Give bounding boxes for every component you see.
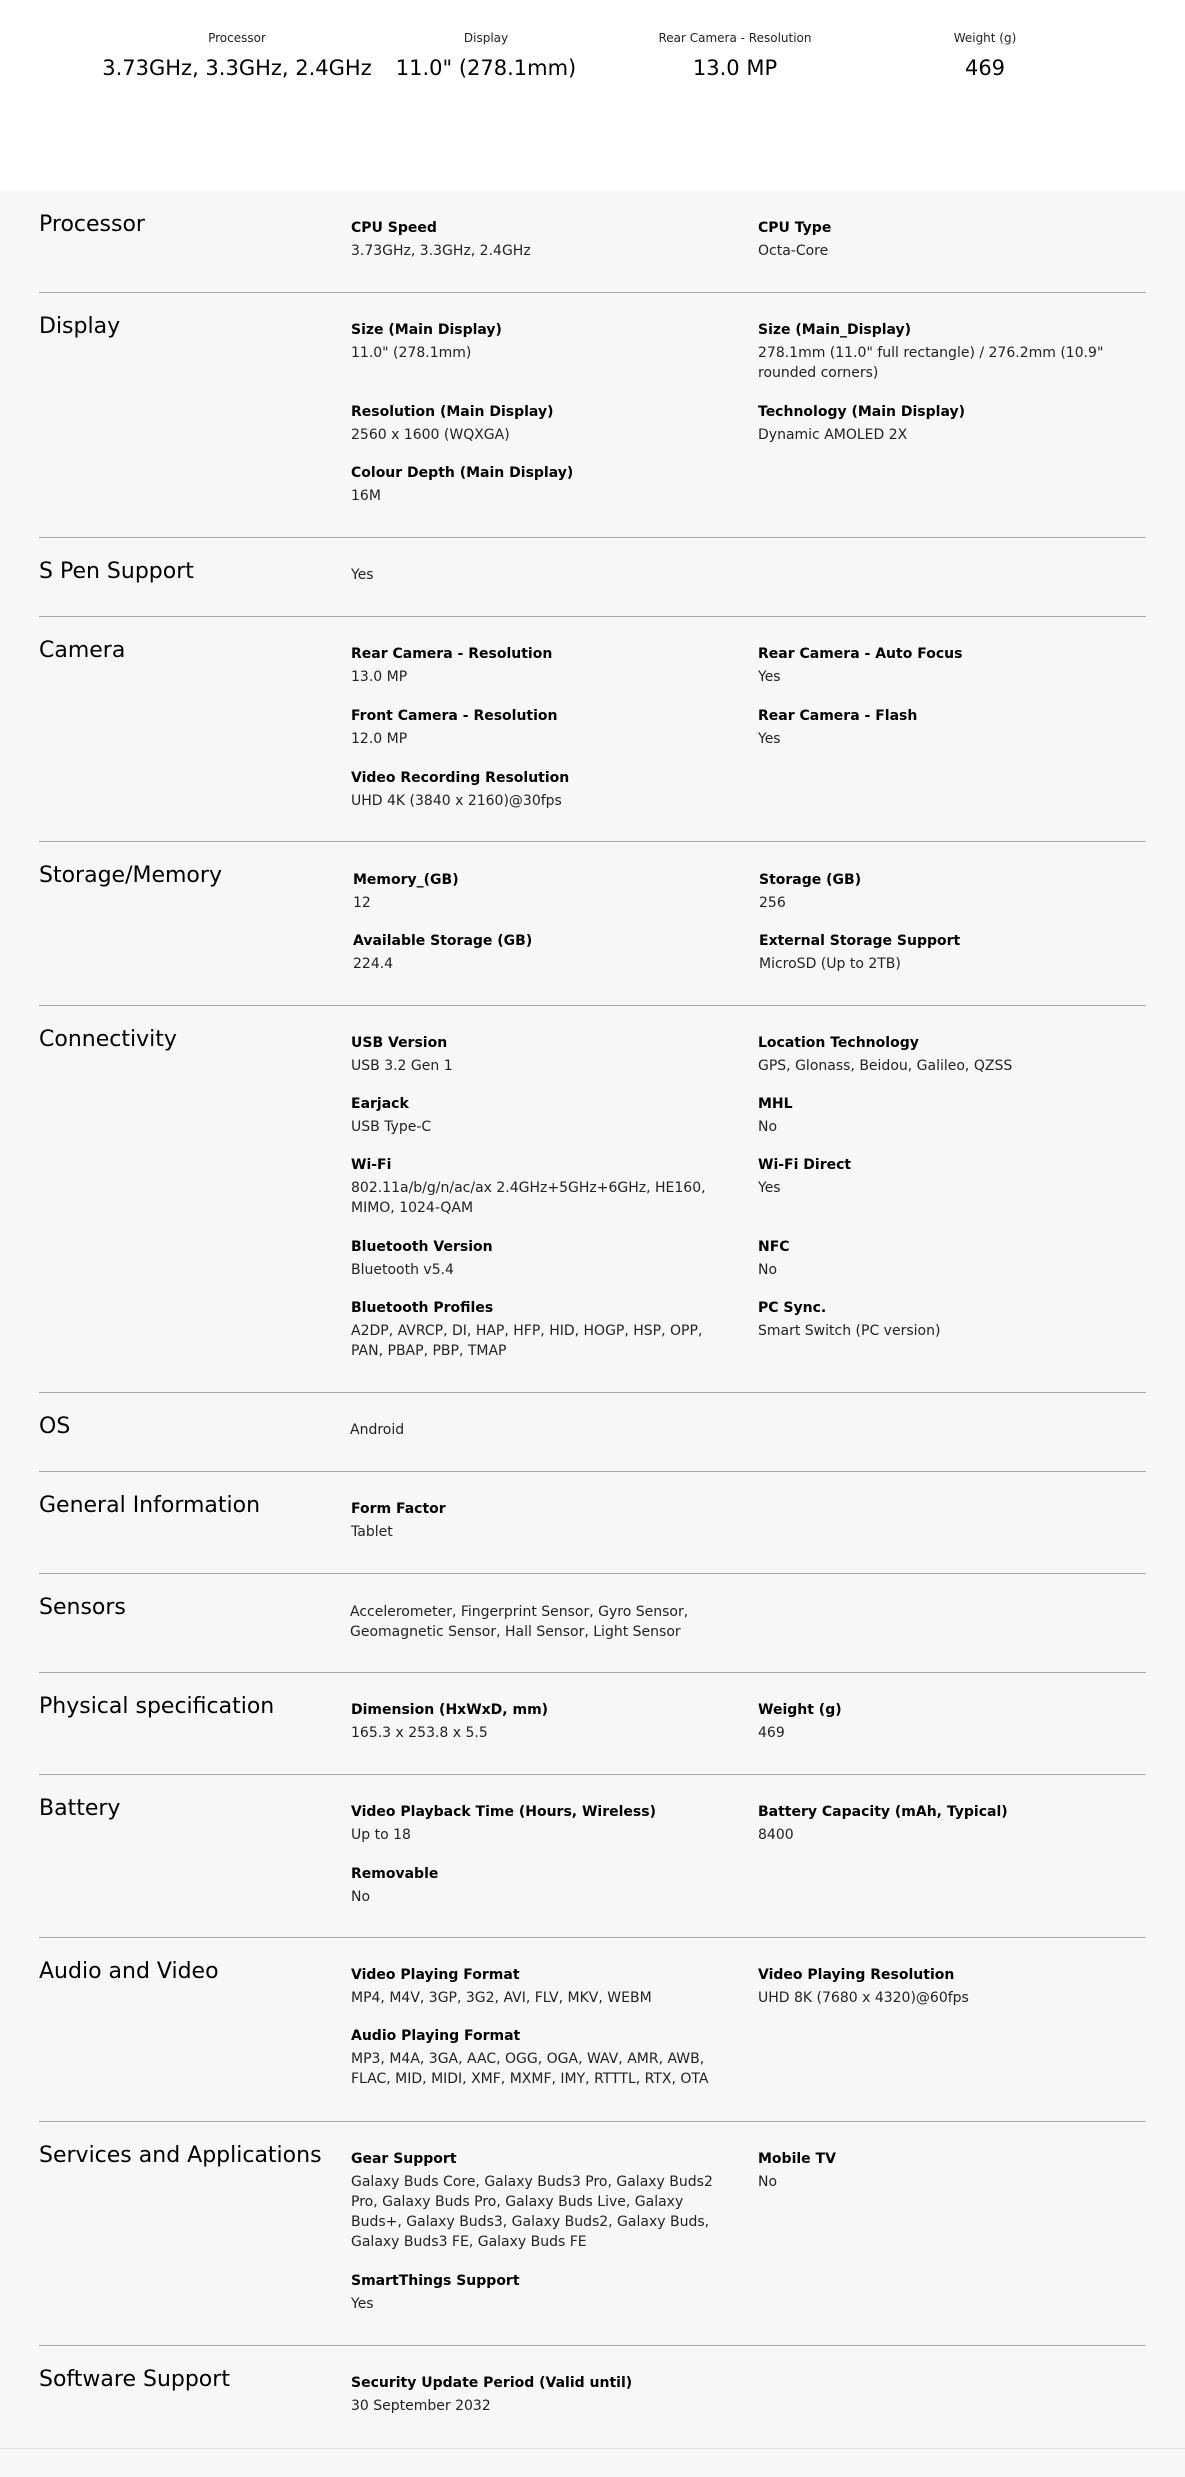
spec-label: Rear Camera - Resolution bbox=[351, 646, 553, 662]
section-battery bbox=[39, 1774, 1146, 1938]
spec-value: 12 bbox=[353, 895, 371, 911]
spec-label: Security Update Period (Valid until) bbox=[351, 2375, 633, 2391]
section-title: Processor bbox=[39, 212, 145, 237]
spec-label: Resolution (Main Display) bbox=[351, 404, 554, 420]
spec-external-storage bbox=[759, 931, 1139, 974]
summary-label: Weight (g) bbox=[953, 31, 1017, 45]
spec-value: 16M bbox=[351, 488, 381, 504]
spec-wifi bbox=[351, 1155, 731, 1218]
spec-rear-camera-resolution bbox=[351, 644, 731, 687]
spec-video-playing-resolution bbox=[758, 1965, 1138, 2008]
section-title: Services and Applications bbox=[39, 2143, 322, 2168]
spec-rear-camera-flash bbox=[758, 706, 1138, 749]
spec-label: Weight (g) bbox=[758, 1702, 842, 1718]
spec-cpu-type bbox=[758, 218, 1138, 261]
spec-label: Wi-Fi bbox=[351, 1157, 392, 1173]
spec-value: UHD 4K (3840 x 2160)@30fps bbox=[351, 793, 562, 809]
spec-value: Up to 18 bbox=[351, 1827, 411, 1843]
spec-nfc bbox=[758, 1237, 1138, 1280]
spec-video-playback-time bbox=[351, 1802, 731, 1845]
spec-rear-camera-auto-focus bbox=[758, 644, 1138, 687]
spec-label: NFC bbox=[758, 1239, 790, 1255]
spec-value: USB 3.2 Gen 1 bbox=[351, 1058, 453, 1074]
spec-video-playing-format bbox=[351, 1965, 731, 2008]
spec-label: CPU Type bbox=[758, 220, 832, 236]
spec-label: Gear Support bbox=[351, 2151, 457, 2167]
spec-value: MicroSD (Up to 2TB) bbox=[759, 956, 901, 972]
spec-label: Front Camera - Resolution bbox=[351, 708, 558, 724]
spec-label: Bluetooth Profiles bbox=[351, 1300, 494, 1316]
spec-label: USB Version bbox=[351, 1035, 448, 1051]
spec-label: Form Factor bbox=[351, 1501, 446, 1517]
section-physical-specification bbox=[39, 1672, 1146, 1775]
spec-value: MP3, M4A, 3GA, AAC, OGG, OGA, WAV, AMR, AWB, FLAC, MID, MIDI, XMF, MXMF, IMY, RTTTL, RTX, OTA bbox=[351, 2051, 709, 2087]
spec-os bbox=[350, 1420, 730, 1440]
spec-label: Size (Main_Display) bbox=[758, 322, 912, 338]
spec-label: Available Storage (GB) bbox=[353, 933, 533, 949]
spec-value: USB Type-C bbox=[351, 1119, 432, 1135]
spec-value: Tablet bbox=[351, 1524, 393, 1540]
spec-summary bbox=[0, 0, 1185, 190]
spec-label: Location Technology bbox=[758, 1035, 919, 1051]
spec-label: Mobile TV bbox=[758, 2151, 836, 2167]
spec-value: 224.4 bbox=[353, 956, 394, 972]
spec-label: Battery Capacity (mAh, Typical) bbox=[758, 1804, 1008, 1820]
spec-label: CPU Speed bbox=[351, 220, 437, 236]
spec-weight bbox=[758, 1700, 1138, 1743]
spec-colour-depth bbox=[351, 463, 731, 506]
section-s-pen-support bbox=[39, 537, 1146, 617]
spec-audio-playing-format bbox=[351, 2026, 731, 2089]
section-camera bbox=[39, 616, 1146, 842]
spec-value: No bbox=[758, 1262, 778, 1278]
summary-value: 469 bbox=[964, 56, 1006, 80]
spec-bluetooth-version bbox=[351, 1237, 731, 1280]
spec-value: Yes bbox=[758, 1180, 781, 1196]
spec-smartthings-support bbox=[351, 2271, 731, 2314]
spec-label: Audio Playing Format bbox=[351, 2028, 521, 2044]
spec-label: SmartThings Support bbox=[351, 2273, 520, 2289]
section-storage-memory bbox=[39, 841, 1146, 1006]
section-title: Display bbox=[39, 314, 121, 339]
spec-cpu-speed bbox=[351, 218, 731, 261]
spec-value: MP4, M4V, 3GP, 3G2, AVI, FLV, MKV, WEBM bbox=[351, 1990, 652, 2006]
spec-label: Memory_(GB) bbox=[353, 872, 459, 888]
spec-usb-version bbox=[351, 1033, 731, 1076]
spec-s-pen bbox=[351, 565, 731, 585]
spec-size-main-display-detail bbox=[758, 320, 1138, 383]
section-os bbox=[39, 1392, 1146, 1472]
page-footer-edge bbox=[0, 2448, 1185, 2477]
section-software-support bbox=[39, 2345, 1146, 2448]
spec-value: UHD 8K (7680 x 4320)@60fps bbox=[758, 1990, 969, 2006]
section-processor bbox=[39, 190, 1146, 293]
spec-label: Rear Camera - Auto Focus bbox=[758, 646, 963, 662]
spec-value: 30 September 2032 bbox=[351, 2398, 491, 2414]
spec-label: PC Sync. bbox=[758, 1300, 827, 1316]
section-title: Audio and Video bbox=[39, 1959, 219, 1984]
section-services-and-applications bbox=[39, 2121, 1146, 2346]
spec-security-update-period bbox=[351, 2373, 731, 2416]
section-title: OS bbox=[39, 1414, 71, 1439]
spec-value: Yes bbox=[351, 567, 374, 583]
spec-value: Galaxy Buds Core, Galaxy Buds3 Pro, Galaxy Buds2 Pro, Galaxy Buds Pro, Galaxy Buds Live, Galaxy Buds+, Galaxy Buds3, Galaxy Buds2, Galaxy Buds, Galaxy Buds3 FE, Galaxy Buds FE bbox=[351, 2174, 713, 2250]
spec-available-storage bbox=[353, 931, 733, 974]
spec-label: Earjack bbox=[351, 1096, 409, 1112]
spec-size-main-display bbox=[351, 320, 731, 363]
spec-earjack bbox=[351, 1094, 731, 1137]
spec-label: Storage (GB) bbox=[759, 872, 862, 888]
section-audio-and-video bbox=[39, 1937, 1146, 2122]
spec-value: 802.11a/b/g/n/ac/ax 2.4GHz+5GHz+6GHz, HE160, MIMO, 1024-QAM bbox=[351, 1180, 706, 1216]
spec-label: External Storage Support bbox=[759, 933, 961, 949]
spec-wifi-direct bbox=[758, 1155, 1138, 1198]
summary-label: Rear Camera - Resolution bbox=[658, 31, 812, 45]
spec-location-technology bbox=[758, 1033, 1138, 1076]
spec-value: Yes bbox=[351, 2296, 374, 2312]
spec-sensors bbox=[350, 1602, 730, 1642]
spec-label: Dimension (HxWxD, mm) bbox=[351, 1702, 549, 1718]
summary-value: 11.0" (278.1mm) bbox=[395, 56, 577, 80]
spec-value: 13.0 MP bbox=[351, 669, 408, 685]
section-title: General Information bbox=[39, 1493, 261, 1518]
section-title: Physical specification bbox=[39, 1694, 275, 1719]
spec-label: Wi-Fi Direct bbox=[758, 1157, 852, 1173]
spec-removable bbox=[351, 1864, 731, 1907]
spec-storage bbox=[759, 870, 1139, 913]
spec-value: 8400 bbox=[758, 1827, 794, 1843]
spec-value: 12.0 MP bbox=[351, 731, 408, 747]
section-title: Battery bbox=[39, 1796, 121, 1821]
spec-label: Video Playing Resolution bbox=[758, 1967, 955, 1983]
summary-label: Processor bbox=[208, 31, 266, 45]
section-title: S Pen Support bbox=[39, 559, 194, 584]
spec-value: Yes bbox=[758, 731, 781, 747]
spec-label: Size (Main Display) bbox=[351, 322, 502, 338]
spec-value: Android bbox=[350, 1422, 405, 1438]
section-sensors bbox=[39, 1573, 1146, 1673]
spec-value: Octa-Core bbox=[758, 243, 829, 259]
spec-label: Technology (Main Display) bbox=[758, 404, 966, 420]
spec-label: Removable bbox=[351, 1866, 439, 1882]
spec-value: GPS, Glonass, Beidou, Galileo, QZSS bbox=[758, 1058, 1013, 1074]
spec-resolution-main-display bbox=[351, 402, 731, 445]
spec-mhl bbox=[758, 1094, 1138, 1137]
spec-value: 469 bbox=[758, 1725, 785, 1741]
section-display bbox=[39, 292, 1146, 538]
summary-value: 3.73GHz, 3.3GHz, 2.4GHz bbox=[102, 56, 372, 80]
spec-label: Bluetooth Version bbox=[351, 1239, 493, 1255]
spec-value: Dynamic AMOLED 2X bbox=[758, 427, 908, 443]
spec-value: Smart Switch (PC version) bbox=[758, 1323, 941, 1339]
spec-front-camera-resolution bbox=[351, 706, 731, 749]
spec-value: No bbox=[758, 1119, 778, 1135]
spec-bluetooth-profiles bbox=[351, 1298, 731, 1361]
spec-form-factor bbox=[351, 1499, 731, 1542]
spec-value: 11.0" (278.1mm) bbox=[351, 345, 472, 361]
spec-label: Video Recording Resolution bbox=[351, 770, 570, 786]
spec-value: 256 bbox=[759, 895, 786, 911]
spec-value: 3.73GHz, 3.3GHz, 2.4GHz bbox=[351, 243, 531, 259]
spec-label: MHL bbox=[758, 1096, 793, 1112]
spec-value: 278.1mm (11.0" full rectangle) / 276.2mm (10.9" rounded corners) bbox=[758, 345, 1104, 381]
section-title: Sensors bbox=[39, 1595, 126, 1620]
spec-gear-support bbox=[351, 2149, 731, 2252]
section-title: Software Support bbox=[39, 2367, 230, 2392]
spec-mobile-tv bbox=[758, 2149, 1138, 2192]
spec-pc-sync bbox=[758, 1298, 1138, 1341]
spec-label: Video Playback Time (Hours, Wireless) bbox=[351, 1804, 656, 1820]
spec-value: Accelerometer, Fingerprint Sensor, Gyro Sensor, Geomagnetic Sensor, Hall Sensor, Light Sensor bbox=[350, 1604, 689, 1640]
section-connectivity bbox=[39, 1005, 1146, 1393]
spec-value: Bluetooth v5.4 bbox=[351, 1262, 454, 1278]
spec-video-recording-resolution bbox=[351, 768, 731, 811]
summary-label: Display bbox=[463, 31, 509, 45]
spec-value: No bbox=[351, 1889, 371, 1905]
spec-technology-main-display bbox=[758, 402, 1138, 445]
spec-value: 2560 x 1600 (WQXGA) bbox=[351, 427, 510, 443]
spec-dimension bbox=[351, 1700, 731, 1743]
section-title: Storage/Memory bbox=[39, 863, 222, 888]
section-title: Camera bbox=[39, 638, 126, 663]
spec-value: 165.3 x 253.8 x 5.5 bbox=[351, 1725, 488, 1741]
section-title: Connectivity bbox=[39, 1027, 177, 1052]
spec-label: Video Playing Format bbox=[351, 1967, 520, 1983]
spec-battery-capacity bbox=[758, 1802, 1138, 1845]
summary-value: 13.0 MP bbox=[692, 56, 778, 80]
spec-value: A2DP, AVRCP, DI, HAP, HFP, HID, HOGP, HSP, OPP, PAN, PBAP, PBP, TMAP bbox=[351, 1323, 703, 1359]
spec-value: Yes bbox=[758, 669, 781, 685]
spec-label: Colour Depth (Main Display) bbox=[351, 465, 574, 481]
spec-memory bbox=[353, 870, 733, 913]
summary-weight bbox=[835, 28, 1135, 82]
section-general-information bbox=[39, 1471, 1146, 1574]
spec-label: Rear Camera - Flash bbox=[758, 708, 918, 724]
spec-value: No bbox=[758, 2174, 778, 2190]
